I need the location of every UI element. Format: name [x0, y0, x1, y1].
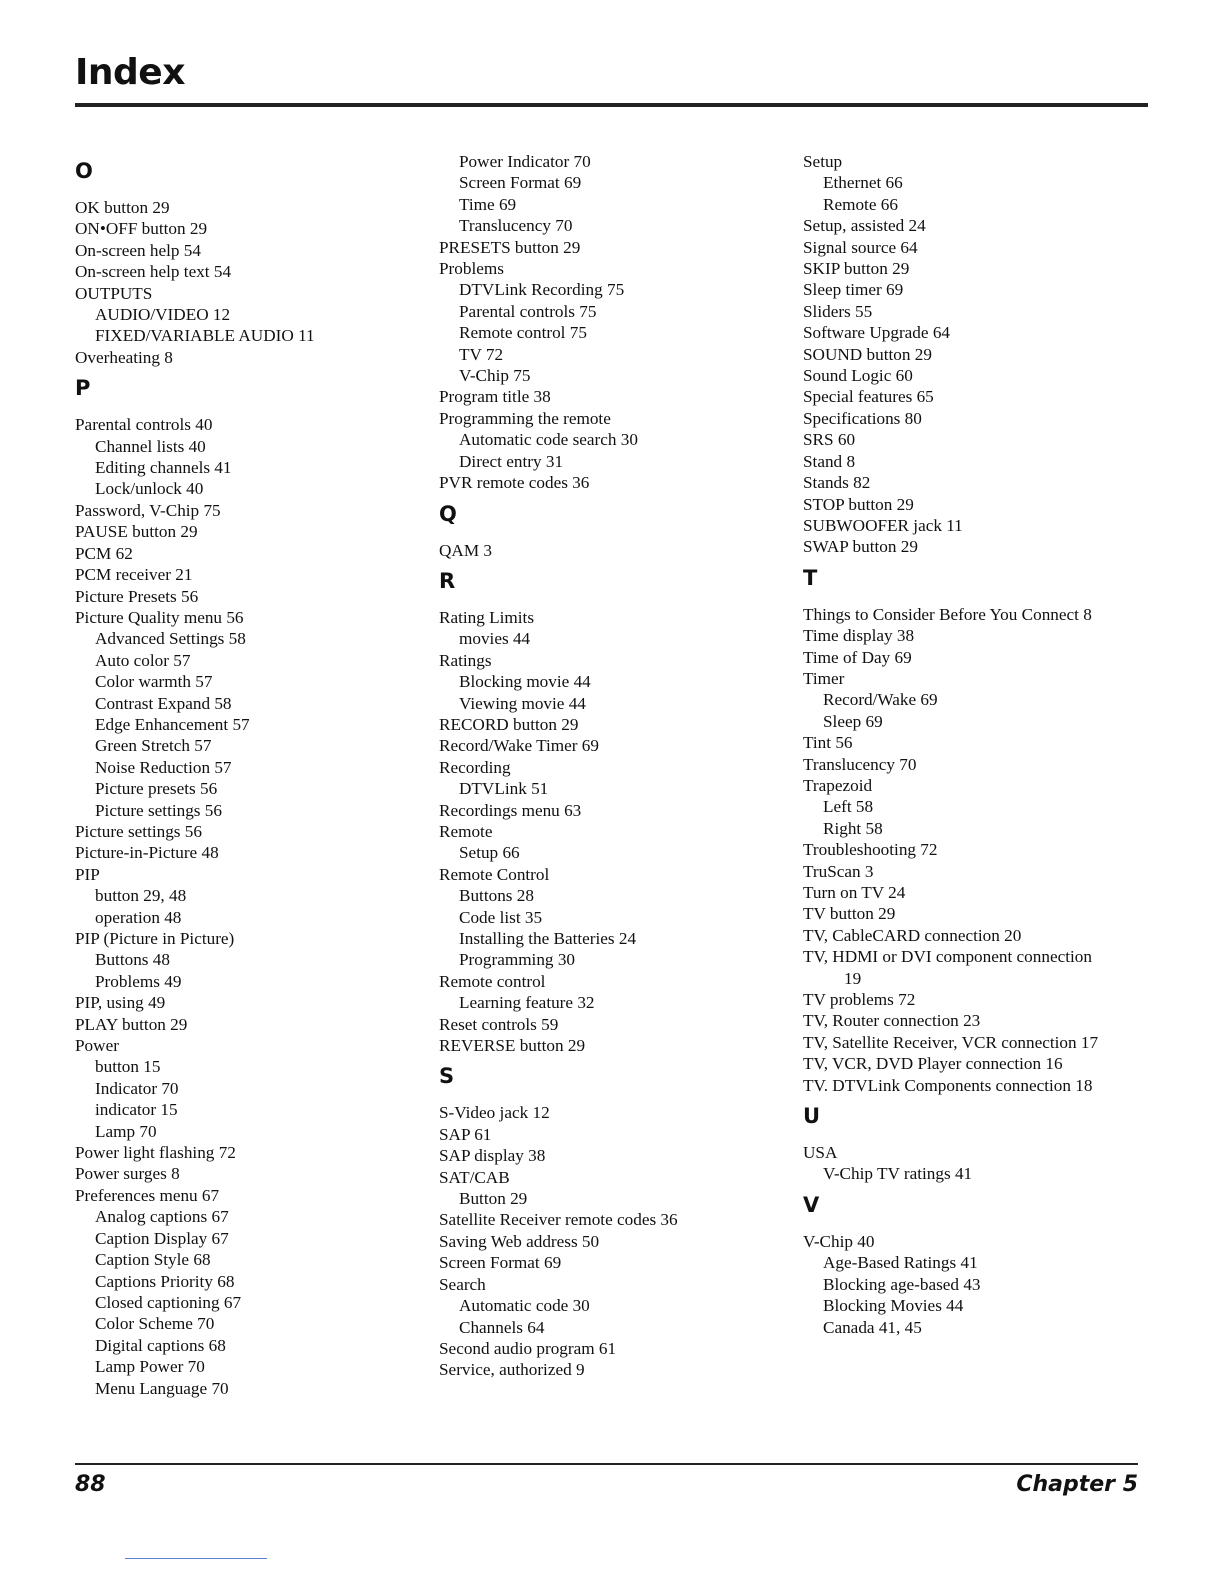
- index-entry: Program title 38: [439, 387, 551, 407]
- index-subentry: Automatic code 30: [459, 1296, 590, 1316]
- index-entry: Time of Day 69: [803, 647, 912, 667]
- index-entry: Rating Limits: [439, 607, 535, 627]
- index-entry: Power light flashing 72: [75, 1143, 236, 1163]
- index-entry: PRESETS button 29: [439, 237, 581, 257]
- page-title: Index: [75, 52, 185, 93]
- index-subentry: Power Indicator 70: [459, 152, 591, 171]
- index-subentry: DTVLink Recording 75: [459, 280, 625, 300]
- index-subentry: Learning feature 32: [459, 993, 595, 1013]
- index-subentry: Caption Display 67: [95, 1228, 229, 1248]
- index-entry: Sliders 55: [803, 301, 873, 321]
- index-subentry: FIXED/VARIABLE AUDIO 11: [95, 326, 315, 346]
- index-entry: TV, HDMI or DVI component connection: [803, 947, 1092, 967]
- index-subentry: Color warmth 57: [95, 672, 213, 692]
- index-entry: PIP (Picture in Picture): [75, 929, 235, 948]
- index-subentry: operation 48: [95, 907, 182, 927]
- index-column-2: [439, 151, 794, 1381]
- index-entry: RECORD button 29: [439, 714, 579, 734]
- index-subentry: Remote control 75: [459, 323, 587, 343]
- index-subentry: Blocking age-based 43: [823, 1274, 981, 1294]
- index-entry: Overheating 8: [75, 347, 173, 367]
- index-entry: Problems: [439, 259, 504, 279]
- index-entry: Remote: [439, 821, 493, 841]
- index-subentry: button 15: [95, 1057, 161, 1077]
- index-column-3: [803, 151, 1148, 1338]
- index-entry: TV, CableCARD connection 20: [803, 925, 1022, 945]
- index-entry: Power: [75, 1036, 119, 1056]
- index-subentry: Right 58: [823, 818, 883, 838]
- index-entry: PIP: [75, 864, 100, 884]
- index-subentry: AUDIO/VIDEO 12: [95, 305, 231, 325]
- index-entry: Troubleshooting 72: [803, 840, 938, 860]
- index-subentry: Color Scheme 70: [95, 1314, 215, 1334]
- section-letter: R: [439, 568, 456, 593]
- index-entry: Remote Control: [439, 864, 550, 884]
- index-entry: TV, Satellite Receiver, VCR connection 17: [803, 1032, 1099, 1052]
- chapter-label: Chapter 5: [1016, 1472, 1138, 1497]
- index-entry: Remote control: [439, 971, 546, 991]
- index-entry: Time display 38: [803, 626, 915, 646]
- index-entry: TV, Router connection 23: [803, 1011, 981, 1031]
- index-entry: Stand 8: [803, 451, 856, 471]
- index-entry: Setup, assisted 24: [803, 216, 926, 236]
- index-subentry: Edge Enhancement 57: [95, 714, 250, 734]
- index-subentry: Direct entry 31: [459, 451, 564, 471]
- index-entry: Service, authorized 9: [439, 1360, 585, 1380]
- index-entry: Things to Consider Before You Connect 8: [803, 604, 1092, 624]
- index-entry: Saving Web address 50: [439, 1231, 600, 1251]
- index-entry: SRS 60: [803, 430, 856, 450]
- index-subentry: Noise Reduction 57: [95, 757, 232, 777]
- index-entry: Preferences menu 67: [75, 1185, 220, 1205]
- index-subentry: Picture presets 56: [95, 779, 218, 799]
- index-entry: On-screen help 54: [75, 240, 201, 260]
- index-subentry: Remote 66: [823, 194, 898, 214]
- index-subentry: Green Stretch 57: [95, 736, 212, 756]
- index-entry: SAP display 38: [439, 1146, 546, 1166]
- bottom-mark: [125, 1558, 267, 1559]
- index-entry: Record/Wake Timer 69: [439, 736, 599, 756]
- index-entry: PIP, using 49: [75, 993, 166, 1013]
- index-subentry: Blocking movie 44: [459, 672, 591, 692]
- index-subentry: Picture settings 56: [95, 800, 222, 820]
- index-entry: Second audio program 61: [439, 1338, 617, 1358]
- index-entry: STOP button 29: [803, 494, 914, 514]
- index-entry: Ratings: [439, 650, 492, 670]
- index-entry: Parental controls 40: [75, 415, 213, 435]
- index-subentry: Record/Wake 69: [823, 690, 938, 710]
- index-entry: SAP 61: [439, 1124, 492, 1144]
- index-subentry: Caption Style 68: [95, 1250, 211, 1270]
- index-subentry: Buttons 48: [95, 950, 170, 970]
- index-subentry: Translucency 70: [459, 216, 573, 236]
- index-subentry: Lock/unlock 40: [95, 479, 204, 499]
- index-entry: Sleep timer 69: [803, 280, 904, 300]
- section-letter: V: [803, 1192, 820, 1217]
- index-subentry: Setup 66: [459, 843, 520, 863]
- index-subentry: V-Chip 75: [459, 366, 531, 386]
- index-entry: Reset controls 59: [439, 1014, 559, 1034]
- index-entry: QAM 3: [439, 540, 492, 560]
- index-subentry: button 29, 48: [95, 886, 187, 906]
- index-subentry: Lamp 70: [95, 1121, 157, 1141]
- index-entry: Tint 56: [803, 733, 853, 753]
- index-subentry: Indicator 70: [95, 1078, 179, 1098]
- index-entry: Picture-in-Picture 48: [75, 843, 219, 863]
- index-entry: Translucency 70: [803, 754, 917, 774]
- index-entry: On-screen help text 54: [75, 262, 232, 282]
- index-subentry: TV 72: [459, 344, 504, 364]
- index-entry: Picture Quality menu 56: [75, 607, 244, 627]
- index-entry: PCM receiver 21: [75, 565, 193, 585]
- index-subentry: Editing channels 41: [95, 458, 232, 478]
- index-subentry: Parental controls 75: [459, 301, 597, 321]
- index-subentry: Canada 41, 45: [823, 1317, 922, 1337]
- index-entry: TV, VCR, DVD Player connection 16: [803, 1054, 1063, 1074]
- title-rule: [75, 103, 1148, 107]
- footer-rule: [75, 1463, 1138, 1465]
- index-entry: TV. DTVLink Components connection 18: [803, 1075, 1093, 1095]
- page-number: 88: [75, 1472, 106, 1497]
- index-subentry: Contrast Expand 58: [95, 693, 232, 713]
- index-subentry: Analog captions 67: [95, 1207, 229, 1227]
- index-subentry: Channels 64: [459, 1317, 545, 1337]
- index-subentry: indicator 15: [95, 1100, 178, 1120]
- section-letter: U: [803, 1104, 821, 1129]
- index-entry: Stands 82: [803, 473, 871, 493]
- index-entry: PVR remote codes 36: [439, 473, 590, 493]
- index-entry: Picture settings 56: [75, 821, 202, 841]
- index-entry: USA: [803, 1143, 838, 1163]
- index-entry: Picture Presets 56: [75, 586, 199, 606]
- index-entry: ON•OFF button 29: [75, 219, 208, 239]
- index-subentry: Programming 30: [459, 950, 576, 970]
- index-entry: S-Video jack 12: [439, 1103, 550, 1123]
- index-subentry: Captions Priority 68: [95, 1271, 235, 1291]
- section-letter: T: [803, 565, 818, 590]
- index-subentry: Buttons 28: [459, 886, 534, 906]
- index-subentry: Closed captioning 67: [95, 1292, 242, 1312]
- index-entry: PAUSE button 29: [75, 522, 198, 542]
- index-entry: PCM 62: [75, 543, 133, 563]
- section-letter: Q: [439, 501, 457, 526]
- index-entry: OK button 29: [75, 198, 170, 217]
- index-subentry: Lamp Power 70: [95, 1357, 205, 1377]
- index-subentry: Auto color 57: [95, 650, 191, 670]
- index-entry: SAT/CAB: [439, 1167, 510, 1187]
- index-subentry: 19: [844, 968, 862, 988]
- index-column-1: [75, 151, 430, 1399]
- index-entry: Sound Logic 60: [803, 366, 913, 386]
- index-entry: TV button 29: [803, 904, 896, 924]
- index-entry: REVERSE button 29: [439, 1036, 586, 1056]
- index-entry: Turn on TV 24: [803, 883, 906, 902]
- index-subentry: Sleep 69: [823, 711, 883, 731]
- index-subentry: Screen Format 69: [459, 173, 582, 193]
- index-entry: Recording: [439, 757, 511, 777]
- index-entry: SUBWOOFER jack 11: [803, 515, 963, 535]
- index-entry: TruScan 3: [803, 861, 874, 881]
- index-subentry: DTVLink 51: [459, 779, 549, 799]
- index-entry: SWAP button 29: [803, 537, 918, 557]
- section-letter: P: [75, 376, 91, 401]
- index-entry: SOUND button 29: [803, 344, 932, 364]
- index-entry: Power surges 8: [75, 1164, 180, 1184]
- index-entry: Setup: [803, 152, 843, 171]
- index-entry: SKIP button 29: [803, 259, 910, 279]
- index-subentry: Automatic code search 30: [459, 430, 638, 450]
- index-entry: Screen Format 69: [439, 1253, 562, 1273]
- index-entry: TV problems 72: [803, 990, 916, 1010]
- index-entry: Specifications 80: [803, 408, 922, 428]
- section-letter: S: [439, 1064, 455, 1089]
- index-subentry: Problems 49: [95, 971, 182, 991]
- index-entry: Satellite Receiver remote codes 36: [439, 1210, 678, 1230]
- index-entry: Timer: [803, 668, 845, 688]
- index-entry: Search: [439, 1274, 486, 1294]
- index-subentry: Blocking Movies 44: [823, 1296, 964, 1316]
- index-entry: Programming the remote: [439, 408, 611, 428]
- index-subentry: Menu Language 70: [95, 1378, 229, 1398]
- index-entry: Software Upgrade 64: [803, 323, 951, 343]
- index-entry: Special features 65: [803, 387, 934, 407]
- index-entry: Signal source 64: [803, 237, 918, 257]
- index-subentry: Ethernet 66: [823, 173, 903, 193]
- index-subentry: Button 29: [459, 1189, 528, 1209]
- index-subentry: Time 69: [459, 194, 517, 214]
- index-subentry: V-Chip TV ratings 41: [823, 1164, 973, 1184]
- index-subentry: Age-Based Ratings 41: [823, 1253, 978, 1273]
- section-letter: O: [75, 159, 93, 183]
- index-subentry: Viewing movie 44: [459, 693, 586, 713]
- index-entry: V-Chip 40: [803, 1231, 875, 1251]
- index-subentry: Advanced Settings 58: [95, 629, 246, 649]
- index-subentry: Digital captions 68: [95, 1335, 226, 1355]
- index-entry: Password, V-Chip 75: [75, 500, 221, 520]
- index-subentry: Left 58: [823, 797, 874, 817]
- index-subentry: Channel lists 40: [95, 436, 206, 456]
- index-entry: OUTPUTS: [75, 283, 153, 303]
- index-entry: PLAY button 29: [75, 1014, 188, 1034]
- index-subentry: Code list 35: [459, 907, 543, 927]
- index-entry: Recordings menu 63: [439, 800, 582, 820]
- index-subentry: movies 44: [459, 629, 531, 649]
- index-subentry: Installing the Batteries 24: [459, 929, 637, 948]
- index-entry: Trapezoid: [803, 775, 873, 795]
